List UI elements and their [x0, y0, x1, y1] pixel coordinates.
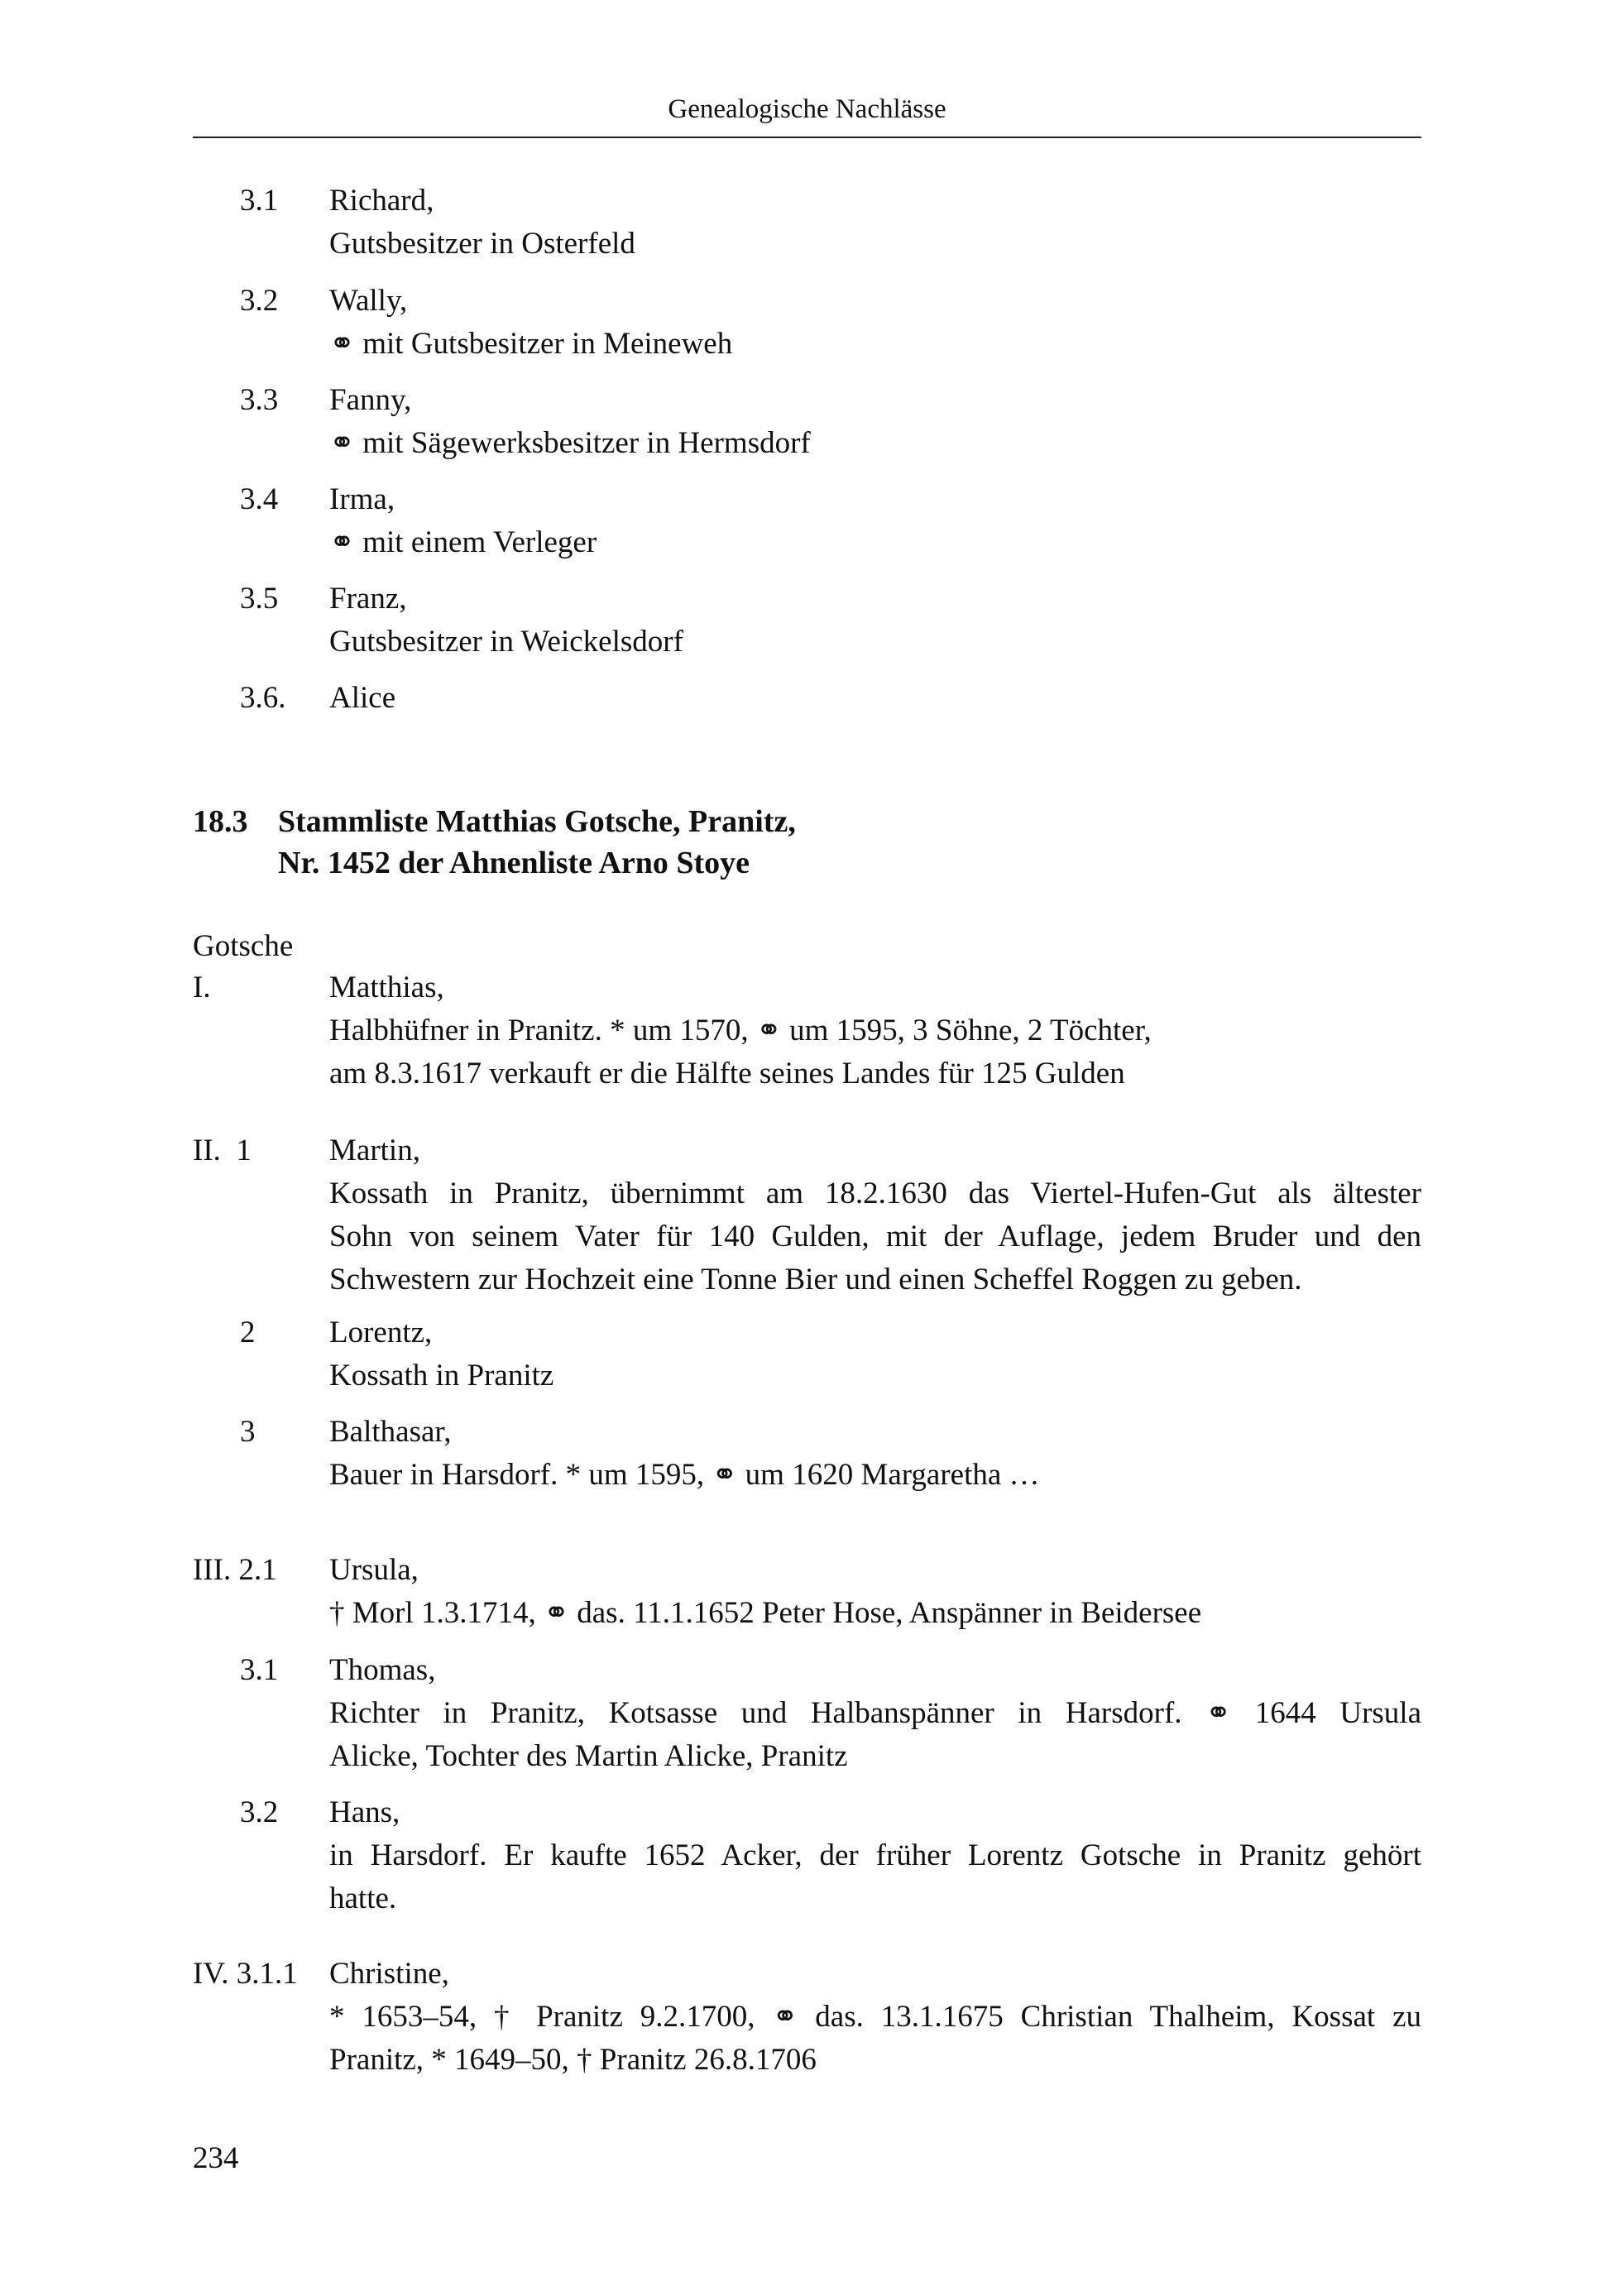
entry-name: Martin, — [329, 1134, 420, 1167]
entry-number: 3.3 — [240, 383, 279, 417]
entry-number: II. 1 — [193, 1134, 252, 1167]
entry-number: 3.1 — [240, 184, 279, 218]
entry-name: Fanny, — [329, 383, 412, 417]
entry-detail: hatte. — [329, 1881, 397, 1915]
entry-name: Ursula, — [329, 1553, 419, 1587]
entry-detail: † Morl 1.3.1714, ⚭ das. 11.1.1652 Peter Hose, Anspänner in Beidersee — [329, 1596, 1202, 1630]
entry-detail: Bauer in Harsdorf. * um 1595, ⚭ um 1620 Margaretha … — [329, 1458, 1040, 1492]
running-header: Genealogische Nachlässe — [668, 94, 946, 124]
entry-name: Wally, — [329, 284, 408, 318]
entry-number: 3.1 — [240, 1653, 279, 1687]
section-heading — [193, 801, 1421, 884]
entry-detail: Richter in Pranitz, Kotsasse und Halbanspänner in Harsdorf. ⚭ 1644 Ursula — [329, 1696, 1421, 1730]
entry-name: Alice — [329, 681, 396, 715]
page-number: 234 — [193, 2141, 239, 2175]
entry-name: Balthasar, — [329, 1415, 452, 1449]
section-title-line-1: Stammliste Matthias Gotsche, Pranitz, — [278, 804, 796, 839]
section-title-line-2: Nr. 1452 der Ahnenliste Arno Stoye — [278, 846, 750, 880]
entry-name: Hans, — [329, 1795, 400, 1829]
entry-detail: Halbhüfner in Pranitz. * um 1570, ⚭ um 1595, 3 Söhne, 2 Töchter, — [329, 1014, 1152, 1047]
entry-name: Christine, — [329, 1957, 449, 1991]
family-name-label: Gotsche — [193, 929, 294, 963]
entry-number: III. 2.1 — [193, 1553, 277, 1587]
entry-detail: ⚭ mit Sägewerksbesitzer in Hermsdorf — [329, 426, 811, 460]
entry-number: 3 — [240, 1415, 256, 1449]
entry-detail: Gutsbesitzer in Weickelsdorf — [329, 625, 683, 659]
entry-name: Irma, — [329, 482, 395, 516]
entry-detail: am 8.3.1617 verkauft er die Hälfte seines Landes für 125 Gulden — [329, 1057, 1125, 1090]
entry-name: Richard, — [329, 184, 434, 218]
entry-name: Lorentz, — [329, 1316, 433, 1349]
entry-number: 3.2 — [240, 284, 279, 318]
entry-number: I. — [193, 971, 211, 1004]
entry-detail: * 1653–54, † Pranitz 9.2.1700, ⚭ das. 13.1.1675 Christian Thalheim, Kossat zu — [329, 2000, 1421, 2034]
entry-detail: Schwestern zur Hochzeit eine Tonne Bier und einen Scheffel Roggen zu geben. — [329, 1263, 1302, 1297]
entry-name: Matthias, — [329, 971, 444, 1004]
entry-detail: Kossath in Pranitz, übernimmt am 18.2.1630 das Viertel-Hufen-Gut als ältester — [329, 1177, 1421, 1210]
entry-name: Franz, — [329, 582, 407, 616]
entry-detail: Sohn von seinem Vater für 140 Gulden, mit der Auflage, jedem Bruder und den — [329, 1220, 1421, 1253]
entry-detail: Alicke, Tochter des Martin Alicke, Pranitz — [329, 1739, 848, 1773]
entry-number: 3.2 — [240, 1795, 279, 1829]
entry-detail: Kossath in Pranitz — [329, 1359, 554, 1392]
entry-number: 3.4 — [240, 482, 279, 516]
entry-number: 2 — [240, 1316, 256, 1349]
entry-name: Thomas, — [329, 1653, 436, 1687]
header-divider — [193, 137, 1421, 138]
entry-detail: Pranitz, * 1649–50, † Pranitz 26.8.1706 — [329, 2043, 817, 2077]
entry-detail: ⚭ mit Gutsbesitzer in Meineweh — [329, 327, 733, 361]
entry-number: 3.5 — [240, 582, 279, 616]
entry-number: 3.6. — [240, 681, 286, 715]
entry-detail: Gutsbesitzer in Osterfeld — [329, 227, 635, 261]
entry-detail: in Harsdorf. Er kaufte 1652 Acker, der früher Lorentz Gotsche in Pranitz gehört — [329, 1838, 1421, 1872]
section-number: 18.3 — [193, 804, 248, 839]
entry-number: IV. 3.1.1 — [193, 1957, 298, 1991]
entry-detail: ⚭ mit einem Verleger — [329, 525, 597, 559]
